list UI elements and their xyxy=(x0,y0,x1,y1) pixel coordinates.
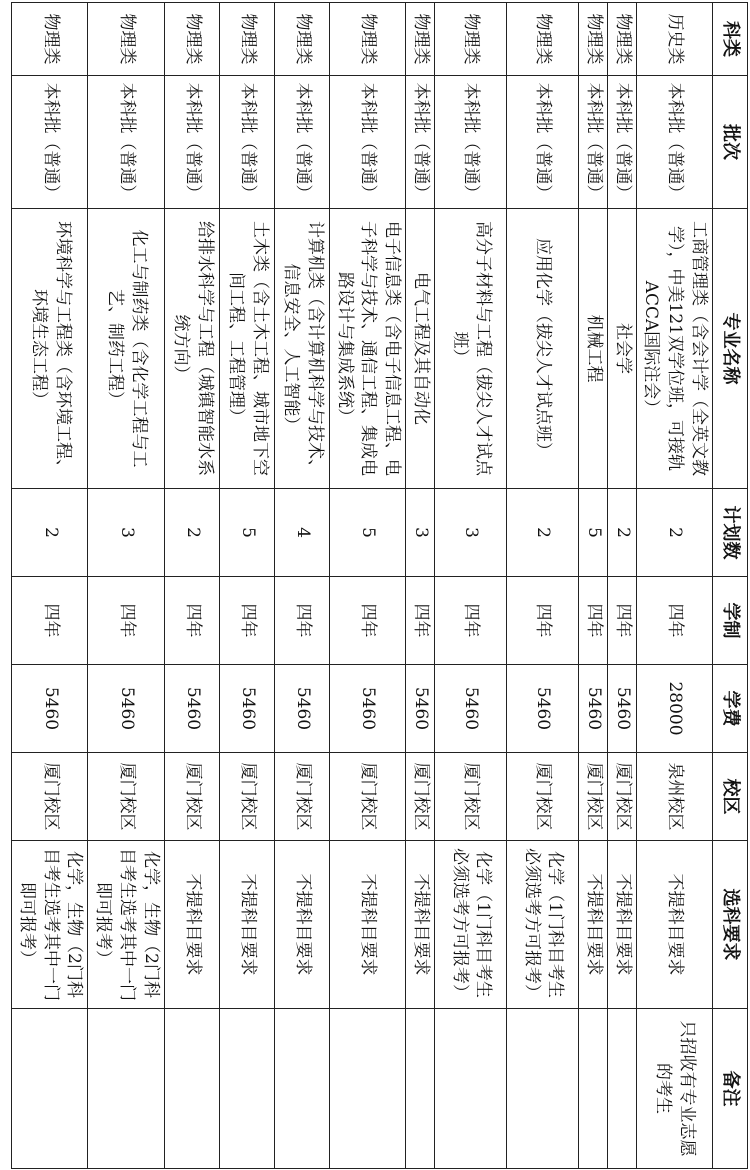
table-row xyxy=(12,3,88,1169)
table-row xyxy=(219,3,274,1169)
cell-years: 四年 xyxy=(636,577,712,665)
cell-campus: 泉州校区 xyxy=(636,753,712,841)
cell-note xyxy=(579,1009,608,1169)
cell-fee: 5460 xyxy=(607,665,636,753)
cell-category: 物理类 xyxy=(274,3,329,76)
cell-major: 给排水科学与工程（城镇智能水系统方向） xyxy=(164,209,219,489)
cell-requirement: 化学，生物（2门科目考生选考其中一门即可报考） xyxy=(88,841,164,1009)
cell-category: 物理类 xyxy=(579,3,608,76)
cell-batch: 本科批（普通） xyxy=(12,76,88,209)
cell-major: 土木类（含土木工程、城市地下空间工程、工程管理） xyxy=(219,209,274,489)
cell-batch: 本科批（普通） xyxy=(607,76,636,209)
cell-years: 四年 xyxy=(579,577,608,665)
cell-fee: 5460 xyxy=(88,665,164,753)
cell-years: 四年 xyxy=(607,577,636,665)
cell-requirement: 不提科目要求 xyxy=(219,841,274,1009)
admission-plan-table xyxy=(11,2,748,1169)
cell-note xyxy=(164,1009,219,1169)
cell-fee: 5460 xyxy=(579,665,608,753)
cell-batch: 本科批（普通） xyxy=(579,76,608,209)
cell-batch: 本科批（普通） xyxy=(164,76,219,209)
cell-requirement: 化学（1门科目考生必须选考方可报考） xyxy=(507,841,579,1009)
cell-major: 电子信息类（含电子信息工程、电子科学与技术、通信工程、集成电路设计与集成系统） xyxy=(329,209,405,489)
cell-requirement: 不提科目要求 xyxy=(406,841,435,1009)
cell-years: 四年 xyxy=(507,577,579,665)
cell-category: 物理类 xyxy=(607,3,636,76)
cell-plan: 2 xyxy=(12,489,88,577)
header-years: 学制 xyxy=(713,577,748,665)
cell-campus: 厦门校区 xyxy=(507,753,579,841)
cell-batch: 本科批（普通） xyxy=(435,76,507,209)
cell-years: 四年 xyxy=(274,577,329,665)
cell-fee: 5460 xyxy=(164,665,219,753)
cell-category: 物理类 xyxy=(435,3,507,76)
cell-category: 物理类 xyxy=(329,3,405,76)
header-campus: 校区 xyxy=(713,753,748,841)
cell-requirement: 化学（1门科目考生必须选考方可报考） xyxy=(435,841,507,1009)
cell-requirement: 不提科目要求 xyxy=(329,841,405,1009)
cell-plan: 3 xyxy=(88,489,164,577)
cell-years: 四年 xyxy=(329,577,405,665)
cell-plan: 5 xyxy=(219,489,274,577)
table-row xyxy=(406,3,435,1169)
cell-note xyxy=(329,1009,405,1169)
cell-campus: 厦门校区 xyxy=(435,753,507,841)
cell-note xyxy=(12,1009,88,1169)
cell-batch: 本科批（普通） xyxy=(636,76,712,209)
cell-category: 物理类 xyxy=(164,3,219,76)
cell-fee: 5460 xyxy=(507,665,579,753)
cell-years: 四年 xyxy=(435,577,507,665)
table-row xyxy=(435,3,507,1169)
cell-plan: 2 xyxy=(164,489,219,577)
cell-plan: 3 xyxy=(435,489,507,577)
cell-category: 物理类 xyxy=(219,3,274,76)
cell-years: 四年 xyxy=(219,577,274,665)
table-row xyxy=(636,3,712,1169)
cell-major: 社会学 xyxy=(607,209,636,489)
table-row xyxy=(579,3,608,1169)
cell-campus: 厦门校区 xyxy=(219,753,274,841)
cell-category: 物理类 xyxy=(12,3,88,76)
cell-years: 四年 xyxy=(164,577,219,665)
cell-fee: 28000 xyxy=(636,665,712,753)
cell-requirement: 不提科目要求 xyxy=(579,841,608,1009)
cell-major: 计算机类（含计算机科学与技术、信息安全、人工智能） xyxy=(274,209,329,489)
cell-note xyxy=(507,1009,579,1169)
cell-years: 四年 xyxy=(406,577,435,665)
cell-note xyxy=(435,1009,507,1169)
cell-plan: 2 xyxy=(507,489,579,577)
cell-fee: 5460 xyxy=(219,665,274,753)
cell-fee: 5460 xyxy=(435,665,507,753)
cell-plan: 4 xyxy=(274,489,329,577)
cell-plan: 3 xyxy=(406,489,435,577)
cell-batch: 本科批（普通） xyxy=(88,76,164,209)
cell-campus: 厦门校区 xyxy=(88,753,164,841)
cell-note xyxy=(219,1009,274,1169)
cell-category: 物理类 xyxy=(507,3,579,76)
cell-campus: 厦门校区 xyxy=(164,753,219,841)
table-row xyxy=(607,3,636,1169)
cell-requirement: 化学，生物（2门科目考生选考其中一门即可报考） xyxy=(12,841,88,1009)
cell-fee: 5460 xyxy=(274,665,329,753)
cell-batch: 本科批（普通） xyxy=(274,76,329,209)
cell-major: 工商管理类（含会计学（全英文教学），中美121双学位班，可接轨ACCA国际注会） xyxy=(636,209,712,489)
cell-requirement: 不提科目要求 xyxy=(636,841,712,1009)
header-batch: 批次 xyxy=(713,76,748,209)
cell-note: 只招收有专业志愿的考生 xyxy=(636,1009,712,1169)
cell-major: 高分子材料与工程（拔尖人才试点班） xyxy=(435,209,507,489)
header-note: 备注 xyxy=(713,1009,748,1169)
cell-major: 机械工程 xyxy=(579,209,608,489)
header-plan: 计划数 xyxy=(713,489,748,577)
cell-campus: 厦门校区 xyxy=(406,753,435,841)
header-category: 科类 xyxy=(713,3,748,76)
cell-plan: 2 xyxy=(636,489,712,577)
cell-campus: 厦门校区 xyxy=(12,753,88,841)
cell-note xyxy=(607,1009,636,1169)
header-requirement: 选科要求 xyxy=(713,841,748,1009)
cell-note xyxy=(406,1009,435,1169)
cell-requirement: 不提科目要求 xyxy=(274,841,329,1009)
cell-major: 应用化学（拔尖人才试点班） xyxy=(507,209,579,489)
cell-campus: 厦门校区 xyxy=(579,753,608,841)
cell-major: 化工与制药类（含化学工程与工艺、制药工程） xyxy=(88,209,164,489)
cell-years: 四年 xyxy=(12,577,88,665)
cell-requirement: 不提科目要求 xyxy=(164,841,219,1009)
cell-note xyxy=(88,1009,164,1169)
cell-batch: 本科批（普通） xyxy=(406,76,435,209)
cell-plan: 5 xyxy=(329,489,405,577)
cell-campus: 厦门校区 xyxy=(607,753,636,841)
cell-campus: 厦门校区 xyxy=(274,753,329,841)
cell-batch: 本科批（普通） xyxy=(219,76,274,209)
cell-major: 环境科学与工程类（含环境工程、环境生态工程） xyxy=(12,209,88,489)
cell-fee: 5460 xyxy=(406,665,435,753)
cell-note xyxy=(274,1009,329,1169)
table-row xyxy=(274,3,329,1169)
header-fee: 学费 xyxy=(713,665,748,753)
table-row xyxy=(164,3,219,1169)
header-row xyxy=(713,3,748,1169)
cell-campus: 厦门校区 xyxy=(329,753,405,841)
cell-category: 物理类 xyxy=(406,3,435,76)
cell-requirement: 不提科目要求 xyxy=(607,841,636,1009)
cell-batch: 本科批（普通） xyxy=(507,76,579,209)
cell-category: 历史类 xyxy=(636,3,712,76)
cell-category: 物理类 xyxy=(88,3,164,76)
header-major: 专业名称 xyxy=(713,209,748,489)
cell-fee: 5460 xyxy=(12,665,88,753)
table-row xyxy=(329,3,405,1169)
cell-years: 四年 xyxy=(88,577,164,665)
cell-batch: 本科批（普通） xyxy=(329,76,405,209)
table-row xyxy=(88,3,164,1169)
cell-fee: 5460 xyxy=(329,665,405,753)
cell-plan: 5 xyxy=(579,489,608,577)
cell-plan: 2 xyxy=(607,489,636,577)
cell-major: 电气工程及其自动化 xyxy=(406,209,435,489)
table-row xyxy=(507,3,579,1169)
